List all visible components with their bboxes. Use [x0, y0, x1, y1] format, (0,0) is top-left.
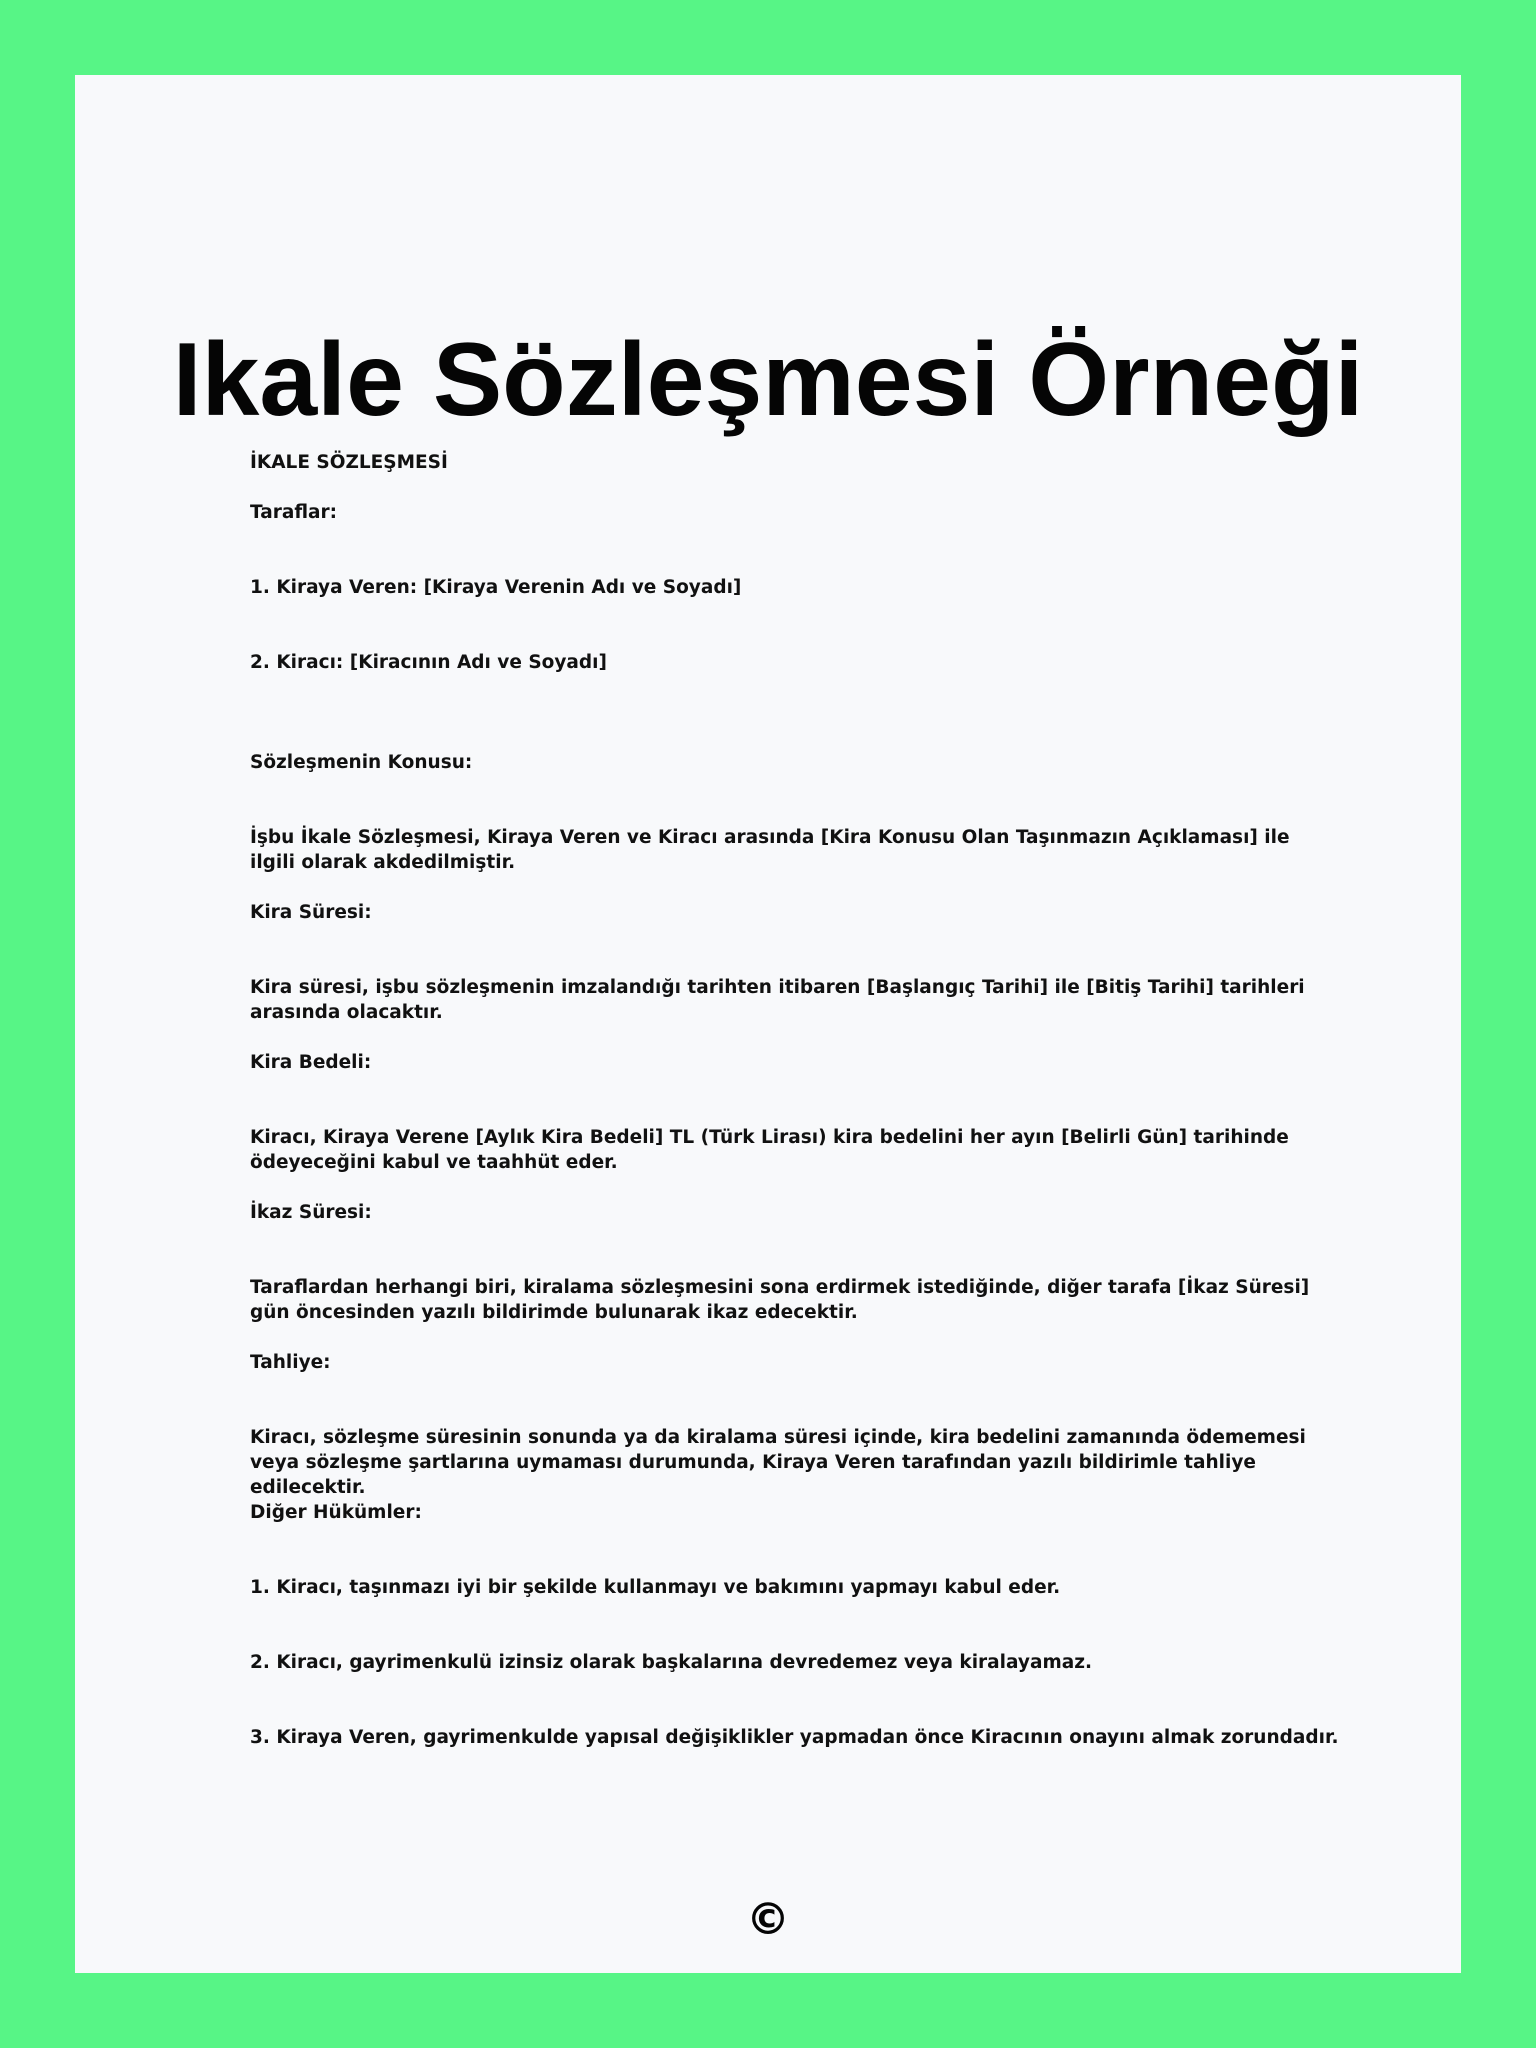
rent-text: Kiracı, Kiraya Verene [Aylık Kira Bedeli] TL (Türk Lirası) kira bedelini her ayın [Belirli Gün] tarihinde ödeyeceğini kabul ve taahhüt eder. — [250, 1127, 1289, 1173]
rent-label: Kira Bedeli: — [250, 1052, 372, 1073]
term-text: Kira süresi, işbu sözleşmenin imzalandığı tarihten itibaren [Başlangıç Tarihi] ile [Bitiş Tarihi] tarihleri arasında olacaktır. — [250, 977, 1305, 1023]
copyright-icon: © — [746, 1894, 790, 1945]
contract-heading: İKALE SÖZLEŞMESİ — [250, 452, 448, 473]
other-provision-1: 1. Kiracı, taşınmazı iyi bir şekilde kullanmayı ve bakımını yapmayı kabul eder. — [250, 1577, 1061, 1598]
eviction-label: Tahliye: — [250, 1352, 331, 1373]
party-1: 1. Kiraya Veren: [Kiraya Verenin Adı ve Soyadı] — [250, 577, 742, 598]
notice-text: Taraflardan herhangi biri, kiralama sözleşmesini sona erdirmek istediğinde, diğer tarafa [İkaz Süresi] gün öncesinden yazılı bildirimde bulunarak ikaz edecektir. — [250, 1277, 1310, 1323]
document-page — [75, 75, 1461, 1973]
page-title: Ikale Sözleşmesi Örneği — [172, 322, 1364, 438]
notice-label: İkaz Süresi: — [250, 1202, 372, 1223]
other-provisions-label: Diğer Hükümler: — [250, 1502, 422, 1523]
term-label: Kira Süresi: — [250, 902, 372, 923]
other-provision-3: 3. Kiraya Veren, gayrimenkulde yapısal değişiklikler yapmadan önce Kiracının onayını almak zorundadır. — [250, 1727, 1339, 1748]
other-provision-2: 2. Kiracı, gayrimenkulü izinsiz olarak başkalarına devredemez veya kiralayamaz. — [250, 1652, 1093, 1673]
parties-label: Taraflar: — [250, 502, 338, 523]
party-2: 2. Kiracı: [Kiracının Adı ve Soyadı] — [250, 652, 607, 673]
subject-text: İşbu İkale Sözleşmesi, Kiraya Veren ve Kiracı arasında [Kira Konusu Olan Taşınmazın Açıklaması] ile ilgili olarak akdedilmiştir. — [250, 827, 1290, 873]
subject-label: Sözleşmenin Konusu: — [250, 752, 473, 773]
eviction-text: Kiracı, sözleşme süresinin sonunda ya da kiralama süresi içinde, kira bedelini zamanında ödememesi veya sözleşme şartlarına uymaması durumunda, Kiraya Veren tarafından yazılı bildirimle tahliye edilecektir. — [250, 1427, 1306, 1498]
